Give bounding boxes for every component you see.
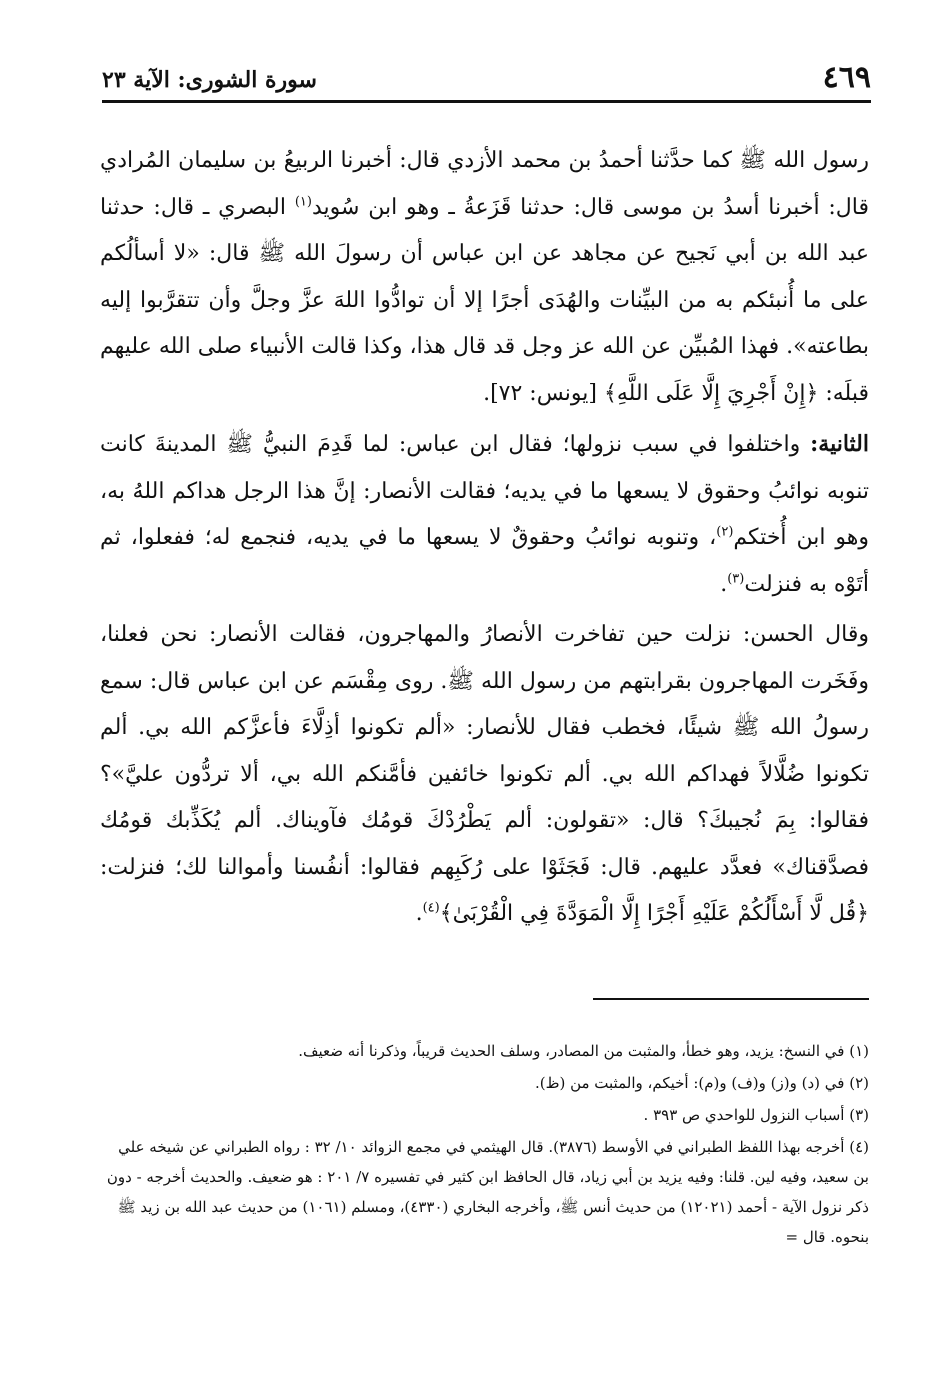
footnote-3: (٣) أسباب النزول للواحدي ص ٣٩٣ . (643, 1106, 869, 1124)
footnote-ref: (٢) (716, 524, 734, 540)
paragraph-text: ، وتنوبه نوائبُ وحقوقٌ لا يسعها ما في يديه، فنجمع له؛ ففعلوا، ثم أتَوْه به فنزلت (100, 525, 869, 597)
paragraph-end: . (415, 901, 423, 926)
paragraph-text: وقال الحسن: نزلت حين تفاخرت الأنصارُ والمهاجرون، فقالت الأنصار: نحن فعلنا، وفَخَرت المهاجرون بقرابتهم من رسول الله ﷺ. روى مِقْسَم عن ابن عباس قال: سمع رسولُ الله ﷺ شيئًا، فخطب فقال للأنصار: «ألم تكونوا أذِلَّاءَ فأعزَّكم الله بي. ألم تكونوا ضُلَّالاً فهداكم الله بي. ألم تكونوا خائفين فأمَّنكم الله بي، ألا تردُّون عليَّ»؟ فقالوا: بِمَ نُجيبكَ؟ قال: «تقولون: ألم يَطْرُدْكَ قومُك فآويناك. ألم يُكَذِّبك قومُك فصدَّقناك» فعدَّد عليهم. قال: فَجَثَوْا على رُكَبِهم فقالوا: أنفُسنا وأموالنا لك؛ فنزلت: (100, 622, 869, 880)
paragraph-text: رسول الله ﷺ كما حدَّثنا أحمدُ بن محمد الأزدي قال: أخبرنا الربيعُ بن سليمان المُرادي قال: أخبرنا أسدُ بن موسى قال: حدثنا قَزَعةُ ـ وهو ابن سُويد (100, 148, 869, 220)
running-title: سورة الشورى: الآية ٢٣ (102, 67, 317, 93)
paragraph-3 (100, 612, 869, 938)
footnote-1: (١) في النسخ: يزيد، وهو خطأ، والمثبت من المصادر، وسلف الحديث قريباً، وذكرنا أنه ضعيف. (298, 1042, 869, 1060)
footnote-4: (٤) أخرجه بهذا اللفظ الطبراني في الأوسط (٣٨٧٦). قال الهيثمي في مجمع الزوائد ١٠/ ٣٢ : رواه الطبراني عن شيخه علي بن سعيد، وفيه لين. قلنا: وفيه يزيد بن أبي زياد، قال الحافظ ابن كثير في تفسيره ٧/ ٢٠١ : هو ضعيف. والحديث أخرجه - دون ذكر نزول الآية - أحمد (١٢٠٢١) من حديث أنس ﷺ، وأخرجه البخاري (٤٣٣٠)، ومسلم (١٠٦١) من حديث عبد الله بن زيد ﷺ بنحوه. قال = (106, 1138, 869, 1246)
quran-verse: ﴿إِنْ أَجْرِيَ إِلَّا عَلَى اللَّهِ﴾ (603, 380, 819, 406)
page-header (102, 60, 871, 103)
page-number: ٤٦٩ (822, 60, 871, 95)
paragraph-1 (100, 138, 869, 417)
paragraph-end: . (720, 571, 728, 597)
paragraph-text: واختلفوا في سبب نزولها؛ فقال ابن عباس: لما قَدِمَ النبيُّ ﷺ المدينةَ كانت تنوبه نوائبُ وحقوق لا يسعها ما في يديه؛ فقالت الأنصار: إنَّ هذا الرجل هداكم اللهُ به، وهو ابن أُختكم (100, 432, 870, 550)
footnotes (102, 1036, 869, 1254)
main-text (100, 138, 869, 942)
footnote-2: (٢) في (د) و(ز) و(ف) و(م): أخيكم، والمثبت من (ظ). (534, 1074, 869, 1092)
paragraph-text: البصري ـ قال: حدثنا عبد الله بن أبي نَجيح عن مجاهد عن ابن عباس أن رسولَ الله ﷺ قال: «لا أسألُكم على ما أُنبئكم به من البيِّنات والهُدَى أجرًا إلا أن توادُّوا اللهَ عزَّ وجلَّ وأن تتقرَّبوا إليه بطاعته». فهذا المُبيِّن عن الله عز وجل قد قال هذا، وكذا قالت الأنبياء صلى الله عليهم قبلَه: (100, 194, 870, 406)
paragraph-2 (100, 421, 869, 608)
footnote-ref: (٣) (727, 571, 745, 587)
footnote-divider (593, 998, 869, 1000)
verse-citation: [يونس: ٧٢]. (483, 380, 604, 406)
section-lead: الثانية: (810, 431, 869, 457)
footnote-ref: (٤) (422, 900, 440, 916)
quran-verse: ﴿قُل لَّا أَسْأَلُكُمْ عَلَيْهِ أَجْرًا إِلَّا الْمَوَدَّةَ فِي الْقُرْبَىٰ﴾ (439, 901, 869, 926)
footnote-ref: (١) (294, 194, 312, 210)
